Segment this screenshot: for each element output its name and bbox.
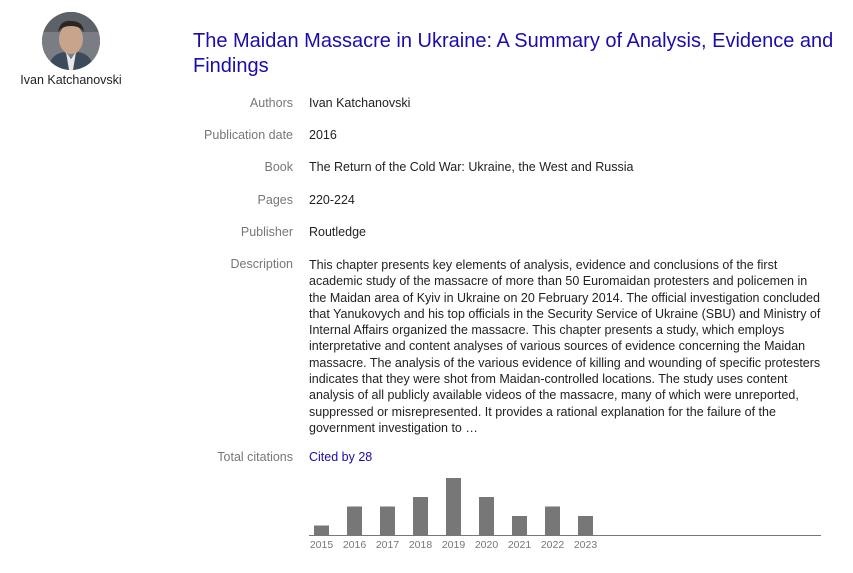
year-label-2017: 2017	[375, 539, 400, 551]
citations-chart	[300, 468, 830, 558]
bar-2020[interactable]	[479, 497, 494, 535]
year-label-2018: 2018	[408, 539, 433, 551]
total-citations-label: Total citations	[217, 450, 293, 464]
description-label: Description	[230, 257, 293, 271]
bar-2023[interactable]	[578, 516, 593, 535]
book-value: The Return of the Cold War: Ukraine, the West and Russia	[309, 160, 634, 174]
publication-date-value: 2016	[309, 128, 337, 142]
pages-value: 220-224	[309, 193, 355, 207]
year-label-2019: 2019	[441, 539, 466, 551]
year-label-2022: 2022	[540, 539, 565, 551]
pages-label: Pages	[257, 193, 293, 207]
publisher-value: Routledge	[309, 225, 366, 239]
bar-2017[interactable]	[380, 507, 395, 536]
publisher-label: Publisher	[240, 225, 293, 239]
bar-2015[interactable]	[314, 526, 329, 536]
author-avatar[interactable]	[42, 12, 100, 70]
authors-label: Authors	[249, 96, 293, 110]
bar-2018[interactable]	[413, 497, 428, 535]
year-label-2021: 2021	[507, 539, 532, 551]
year-label-2015: 2015	[309, 539, 334, 551]
bar-2022[interactable]	[545, 507, 560, 536]
cited-by-link[interactable]: Cited by 28	[309, 450, 373, 464]
avatar-photo	[42, 12, 100, 70]
publication-date-label: Publication date	[204, 128, 293, 142]
bar-2019[interactable]	[446, 478, 461, 535]
bar-2021[interactable]	[512, 516, 527, 535]
year-label-2023: 2023	[573, 539, 598, 551]
year-label-2020: 2020	[474, 539, 499, 551]
profile-name[interactable]: Ivan Katchanovski	[20, 73, 122, 87]
year-label-2016: 2016	[342, 539, 367, 551]
article-title[interactable]: The Maidan Massacre in Ukraine: A Summary of Analysis, Evidence and Findings	[193, 30, 834, 77]
book-label: Book	[264, 160, 293, 174]
bar-2016[interactable]	[347, 507, 362, 536]
description-text: This chapter presents key elements of analysis, evidence and conclusions of the first academic study of the massacre of more than 50 Euromaidan protesters and policemen in the Maidan area of Kyiv in Ukraine on 20 February 2014. The official investigation concluded that Yanukovych and his top officials in the Security Service of Ukraine (SBU) and Ministry of Internal Affairs organized the massacre. This chapter presents a study, which employs interpretative and content analyses of various sources of evidence concerning the Maidan massacre. The analysis of the various evidence of killing and wounding of specific protesters indicates that they were shot from Maidan-controlled locations. The study uses content analysis of all publicly available videos of the massacre, many of which were unreported, suppressed or misrepresented. It provides a rational explanation for the failure of the government investigation to …	[309, 258, 821, 435]
authors-value: Ivan Katchanovski	[309, 96, 411, 110]
